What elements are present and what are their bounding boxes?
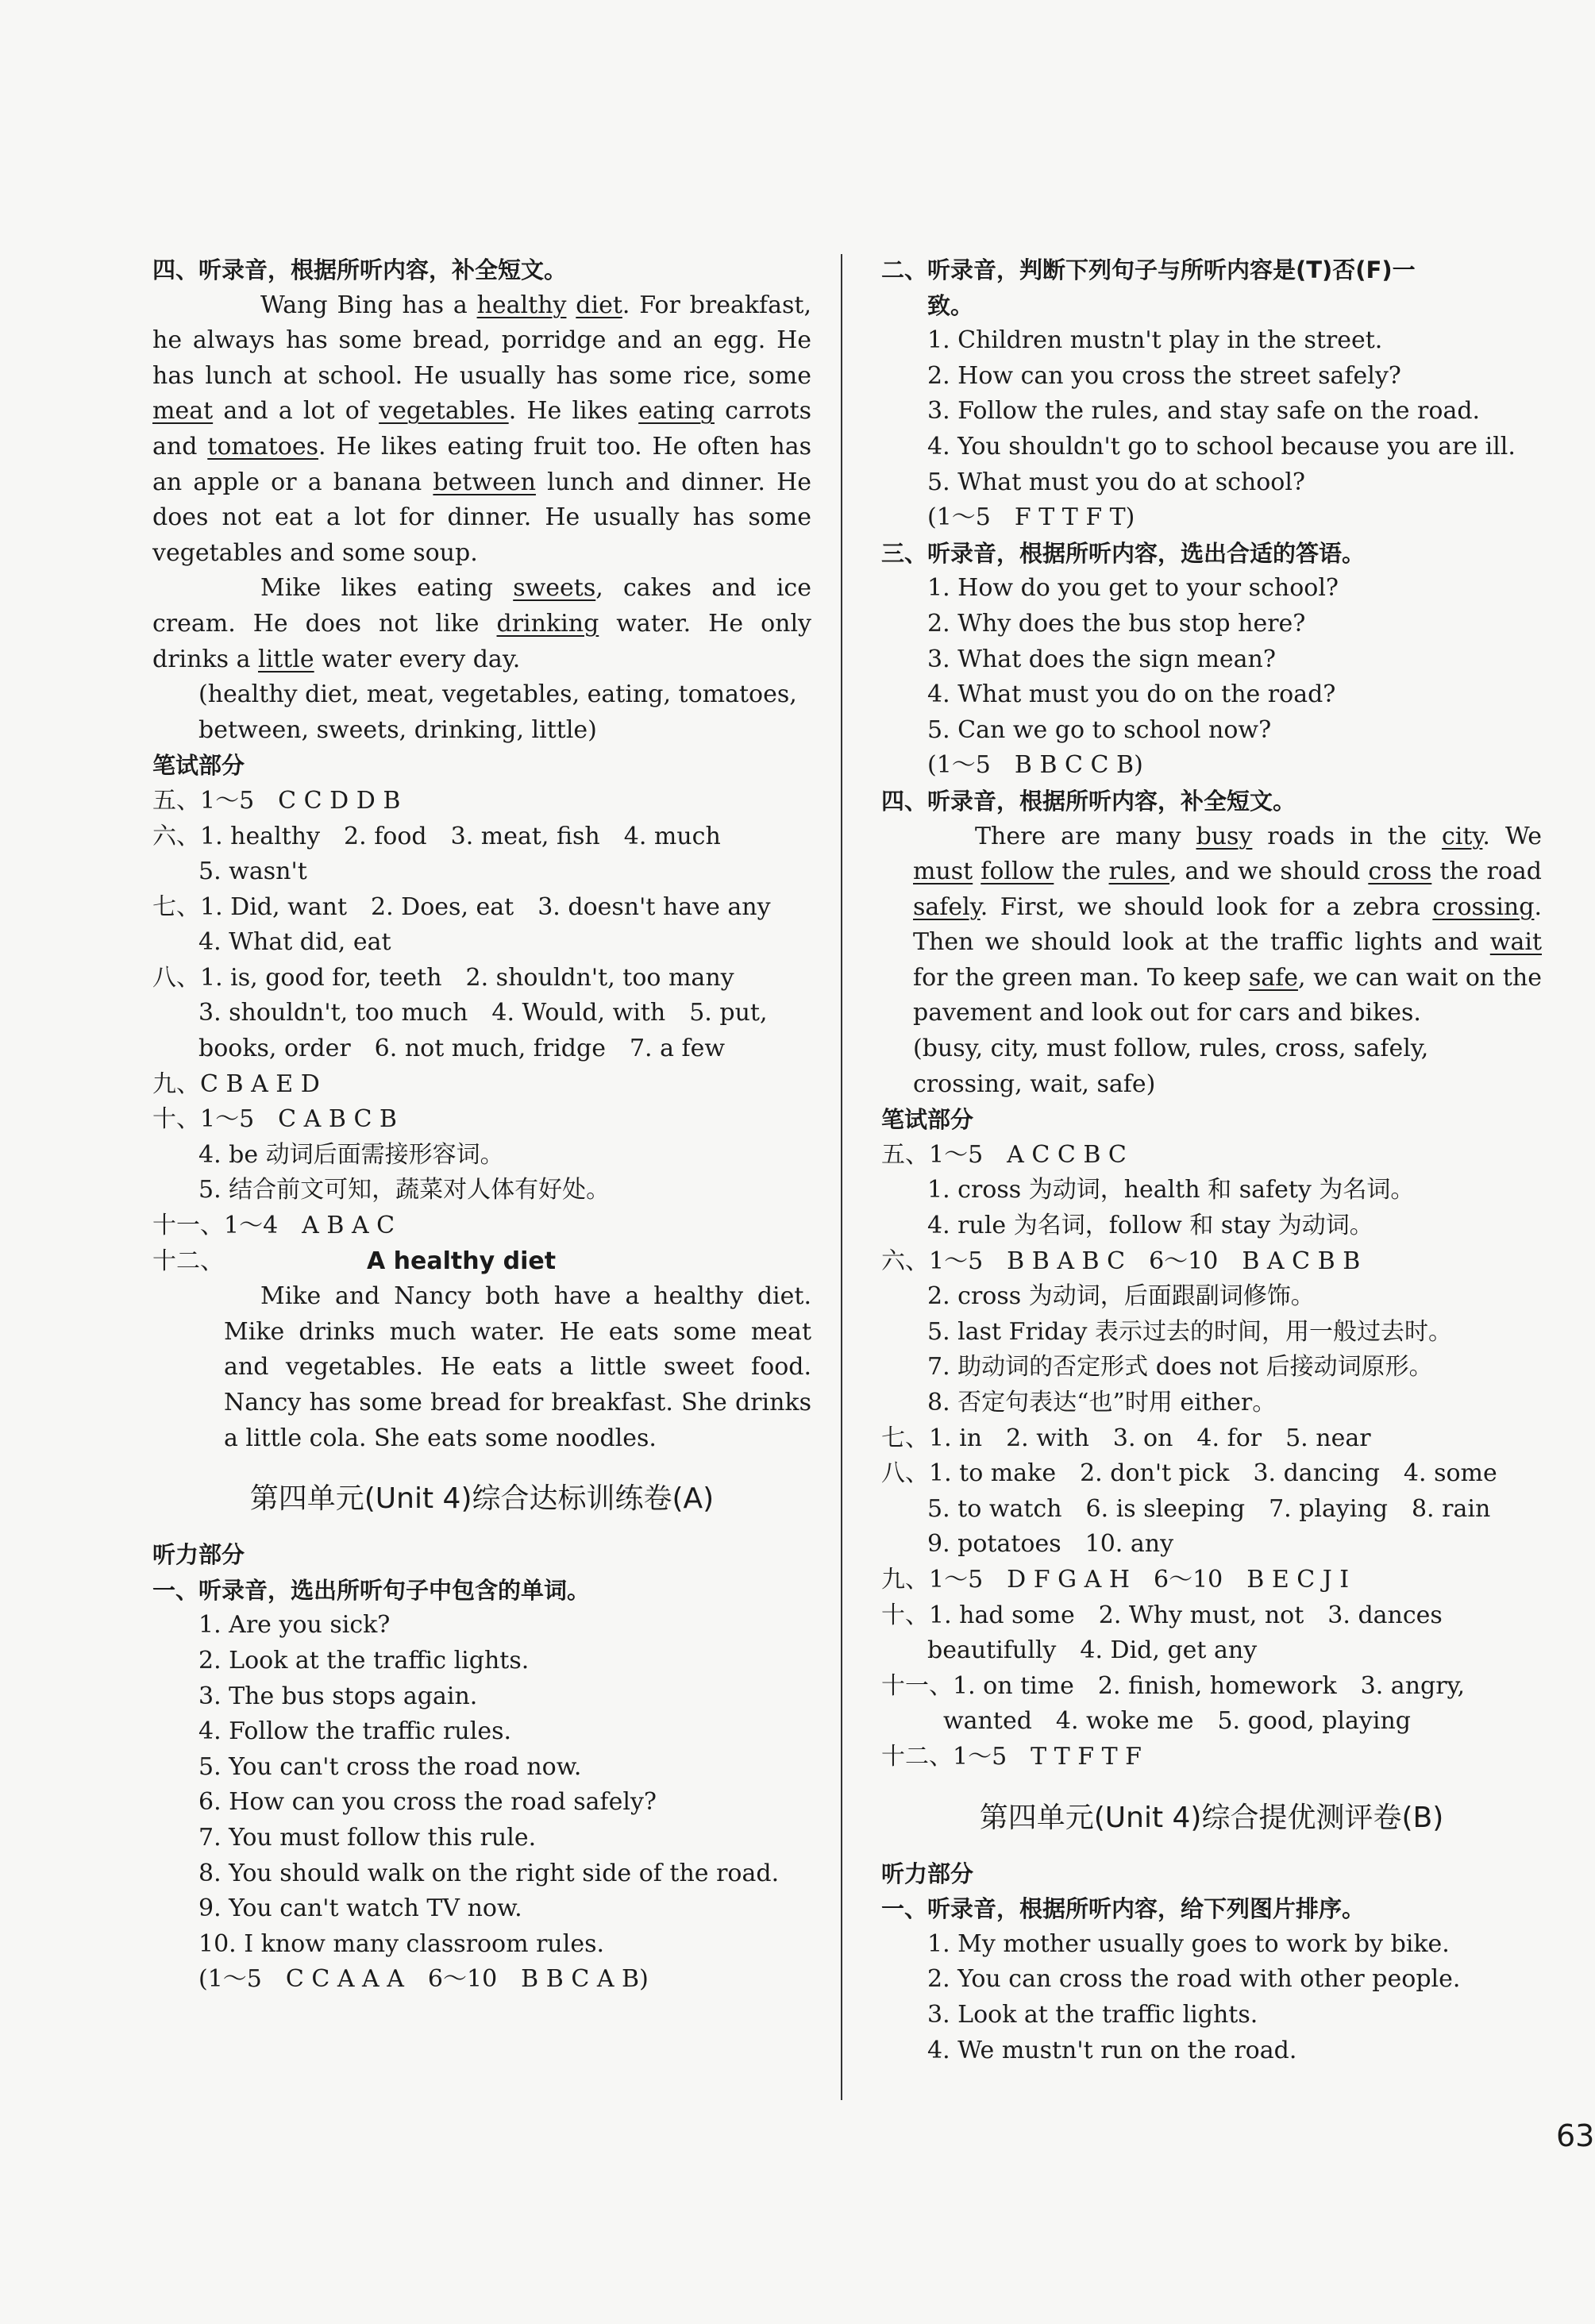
list-item: 1. Children mustn't play in the street. — [927, 326, 1383, 355]
list-item: 4. You shouldn't go to school because you are ill. — [927, 432, 1516, 461]
answer-blank: vegetables — [379, 397, 509, 426]
essay-title-line: 十二、 A healthy diet — [152, 1247, 557, 1275]
answer-blank: follow — [981, 858, 1054, 886]
list-item: 六、1. healthy 2. food 3. meat, fish 4. much — [152, 822, 721, 850]
answer-blank: wait — [1489, 928, 1542, 957]
list-item: 5. Can we go to school now? — [927, 715, 1272, 744]
list-item: 4. Follow the traffic rules. — [198, 1717, 511, 1746]
answer-blank: must — [913, 858, 973, 886]
list-item: 6. How can you cross the road safely? — [198, 1788, 657, 1817]
page-number: 63 — [1556, 2118, 1595, 2153]
answer-blank: city — [1441, 822, 1483, 850]
list-item: 5. wasn't — [198, 858, 307, 886]
list-item: 十、1～5 C A B C B — [152, 1105, 397, 1134]
answer-list — [152, 784, 811, 1244]
list-item: 1. cross 为动词，health 和 safety 为名词。 — [927, 1176, 1415, 1204]
answer-blank: safely — [913, 892, 981, 921]
answer-key: (busy, city, must follow, rules, cross, safely, — [913, 1035, 1429, 1063]
section-heading: 四、听录音，根据所听内容，补全短文。 — [152, 256, 568, 283]
unit-title: 第四单元(Unit 4)综合提优测评卷(B) — [979, 1801, 1444, 1834]
list-item: 十一、1. on time 2. finish, homework 3. angry, — [881, 1671, 1466, 1700]
list-item: 4. rule 为名词，follow 和 stay 为动词。 — [927, 1212, 1373, 1240]
list-item: 九、1～5 D F G A H 6～10 B E C J I — [881, 1565, 1350, 1594]
list-item: 5. to watch 6. is sleeping 7. playing 8. rain — [927, 1494, 1491, 1523]
list-item: 八、1. to make 2. don't pick 3. dancing 4. some — [881, 1459, 1497, 1488]
list-item: 八、1. is, good for, teeth 2. shouldn't, too many — [152, 963, 734, 992]
list-item: (1～5 F T T F T) — [927, 503, 1135, 532]
cloze-paragraph-1: Wang Bing has a healthy diet. For breakfast, he always has some bread, porridge and an egg. He has lunch at school. He usually has some rice, some meat and a lot of vegetables. He likes eating carrots and tomatoes. He likes eating fruit too. He often has an apple or a banana between lunch and dinner. He does not eat a lot for dinner. He usually has some vegetables and some soup. — [152, 291, 812, 567]
list-item: 十二、1～5 T T F T F — [881, 1742, 1142, 1771]
list-item: 2. You can cross the road with other people. — [927, 1965, 1461, 1994]
list-item: 五、1～5 C C D D B — [152, 786, 401, 815]
listening-heading: 听力部分 — [881, 1860, 974, 1887]
list-item: 4. What did, eat — [198, 928, 391, 957]
section-heading: 二、听录音，判断下列句子与所听内容是(T)否(F)一 — [881, 256, 1416, 283]
list-item: 3. Follow the rules, and stay safe on the road. — [927, 397, 1481, 426]
list-item: 8. You should walk on the right side of the road. — [198, 1859, 780, 1887]
answer-blank: tomatoes — [207, 432, 318, 461]
essay-title: A healthy diet — [367, 1247, 557, 1275]
list-item: 7. You must follow this rule. — [198, 1823, 537, 1852]
list-item: 1. Are you sick? — [198, 1611, 391, 1640]
answer-blank: diet — [576, 291, 622, 319]
list-item: 2. How can you cross the street safely? — [927, 361, 1401, 390]
listening-transcript — [881, 571, 1542, 784]
list-item: 9. potatoes 10. any — [927, 1530, 1174, 1559]
answer-blank: safe — [1248, 963, 1298, 992]
list-item: (1～5 B B C C B) — [927, 751, 1143, 780]
answer-blank: sweets — [513, 574, 596, 603]
list-item: 5. What must you do at school? — [927, 468, 1306, 496]
listening-heading: 听力部分 — [152, 1541, 245, 1569]
list-item: 六、1～5 B B A B C 6～10 B A C B B — [881, 1247, 1361, 1275]
answer-blank: rules — [1108, 858, 1169, 886]
list-item: 5. You can't cross the road now. — [198, 1752, 582, 1781]
listening-transcript — [881, 1927, 1542, 2068]
list-item: 2. Look at the traffic lights. — [198, 1646, 530, 1675]
list-item: 5. last Friday 表示过去的时间，用一般过去时。 — [927, 1317, 1452, 1346]
list-item: 九、C B A E D — [152, 1070, 320, 1098]
list-item: 七、1. in 2. with 3. on 4. for 5. near — [881, 1424, 1371, 1452]
listening-transcript — [152, 1608, 811, 1962]
cloze-paragraph: There are many busy roads in the city. We must follow the rules, and we should cross the road safely. First, we should look for a zebra crossing. Then we should look at the traffic lights and wait for the green man. To keep safe, we can wait on the pavement and look out for cars and bikes. — [913, 822, 1542, 1027]
column-divider — [841, 254, 842, 2100]
essay-text: Mike and Nancy both have a healthy diet. Mike drinks much water. He eats some meat and vegetables. He eats a little sweet food. Nancy has some bread for breakfast. She drinks a little cola. She eats some noodles. — [224, 1282, 811, 1452]
list-item: 5. 结合前文可知，蔬菜对人体有好处。 — [198, 1176, 611, 1204]
left-column — [152, 252, 811, 1998]
list-item: 2. Why does the bus stop here? — [927, 609, 1306, 638]
answer-key: (1～5 C C A A A 6～10 B B C A B) — [198, 1965, 649, 1994]
written-heading: 笔试部分 — [881, 1106, 974, 1134]
answer-blank: crossing — [1432, 892, 1535, 921]
list-item: 1. My mother usually goes to work by bike. — [927, 1929, 1450, 1958]
written-heading: 笔试部分 — [152, 752, 245, 780]
list-item: 7. 助动词的否定形式 does not 后接动词原形。 — [927, 1353, 1433, 1382]
list-item: 1. How do you get to your school? — [927, 574, 1339, 603]
list-item: 十、1. had some 2. Why must, not 3. dances — [881, 1601, 1443, 1629]
answer-blank: drinking — [496, 609, 599, 638]
answer-blank: meat — [152, 397, 214, 426]
right-column — [881, 252, 1542, 2068]
section-heading-cont: 致。 — [927, 291, 974, 319]
answer-key: between, sweets, drinking, little) — [198, 715, 597, 744]
answer-blank: busy — [1196, 822, 1253, 850]
list-item: 十一、1～4 A B A C — [152, 1212, 395, 1240]
list-item: 4. be 动词后面需接形容词。 — [198, 1140, 504, 1169]
list-item: 2. cross 为动词，后面跟副词修饰。 — [927, 1282, 1315, 1311]
list-item: 3. Look at the traffic lights. — [927, 2000, 1258, 2029]
answer-blank: little — [258, 645, 314, 673]
list-item: 8. 否定句表达“也”时用 either。 — [927, 1389, 1277, 1416]
list-item: 七、1. Did, want 2. Does, eat 3. doesn't have any — [152, 892, 771, 921]
list-item: 3. shouldn't, too much 4. Would, with 5. put, — [198, 999, 768, 1027]
list-item: wanted 4. woke me 5. good, playing — [943, 1707, 1411, 1736]
list-item: 9. You can't watch TV now. — [198, 1894, 522, 1923]
unit-title: 第四单元(Unit 4)综合达标训练卷(A) — [249, 1482, 715, 1516]
answer-blank: between — [433, 468, 536, 496]
answer-list — [881, 1138, 1542, 1775]
list-item: 3. What does the sign mean? — [927, 645, 1276, 673]
section-heading: 四、听录音，根据所听内容，补全短文。 — [881, 787, 1296, 815]
list-item: 3. The bus stops again. — [198, 1682, 478, 1710]
section-heading: 一、听录音，根据所听内容，给下列图片排序。 — [881, 1895, 1366, 1923]
cloze-paragraph-2: Mike likes eating sweets, cakes and ice cream. He does not like drinking water. He only drinks a little water every day. — [152, 574, 811, 673]
list-item: beautifully 4. Did, get any — [927, 1636, 1258, 1665]
answer-blank: cross — [1368, 858, 1432, 886]
list-item: 4. What must you do on the road? — [927, 680, 1336, 709]
section-heading: 一、听录音，选出所听句子中包含的单词。 — [152, 1576, 591, 1604]
answer-key: (healthy diet, meat, vegetables, eating, tomatoes, — [198, 680, 797, 709]
list-item: 五、1～5 A C C B C — [881, 1140, 1127, 1169]
answer-key: crossing, wait, safe) — [913, 1070, 1156, 1098]
list-item: books, order 6. not much, fridge 7. a few — [198, 1035, 726, 1063]
answer-blank: healthy — [476, 291, 567, 319]
list-item: 4. We mustn't run on the road. — [927, 2036, 1297, 2064]
list-item: 10. I know many classroom rules. — [198, 1929, 605, 1958]
listening-transcript — [881, 323, 1542, 536]
section-heading: 三、听录音，根据所听内容，选出合适的答语。 — [881, 539, 1366, 567]
answer-blank: eating — [638, 397, 715, 426]
